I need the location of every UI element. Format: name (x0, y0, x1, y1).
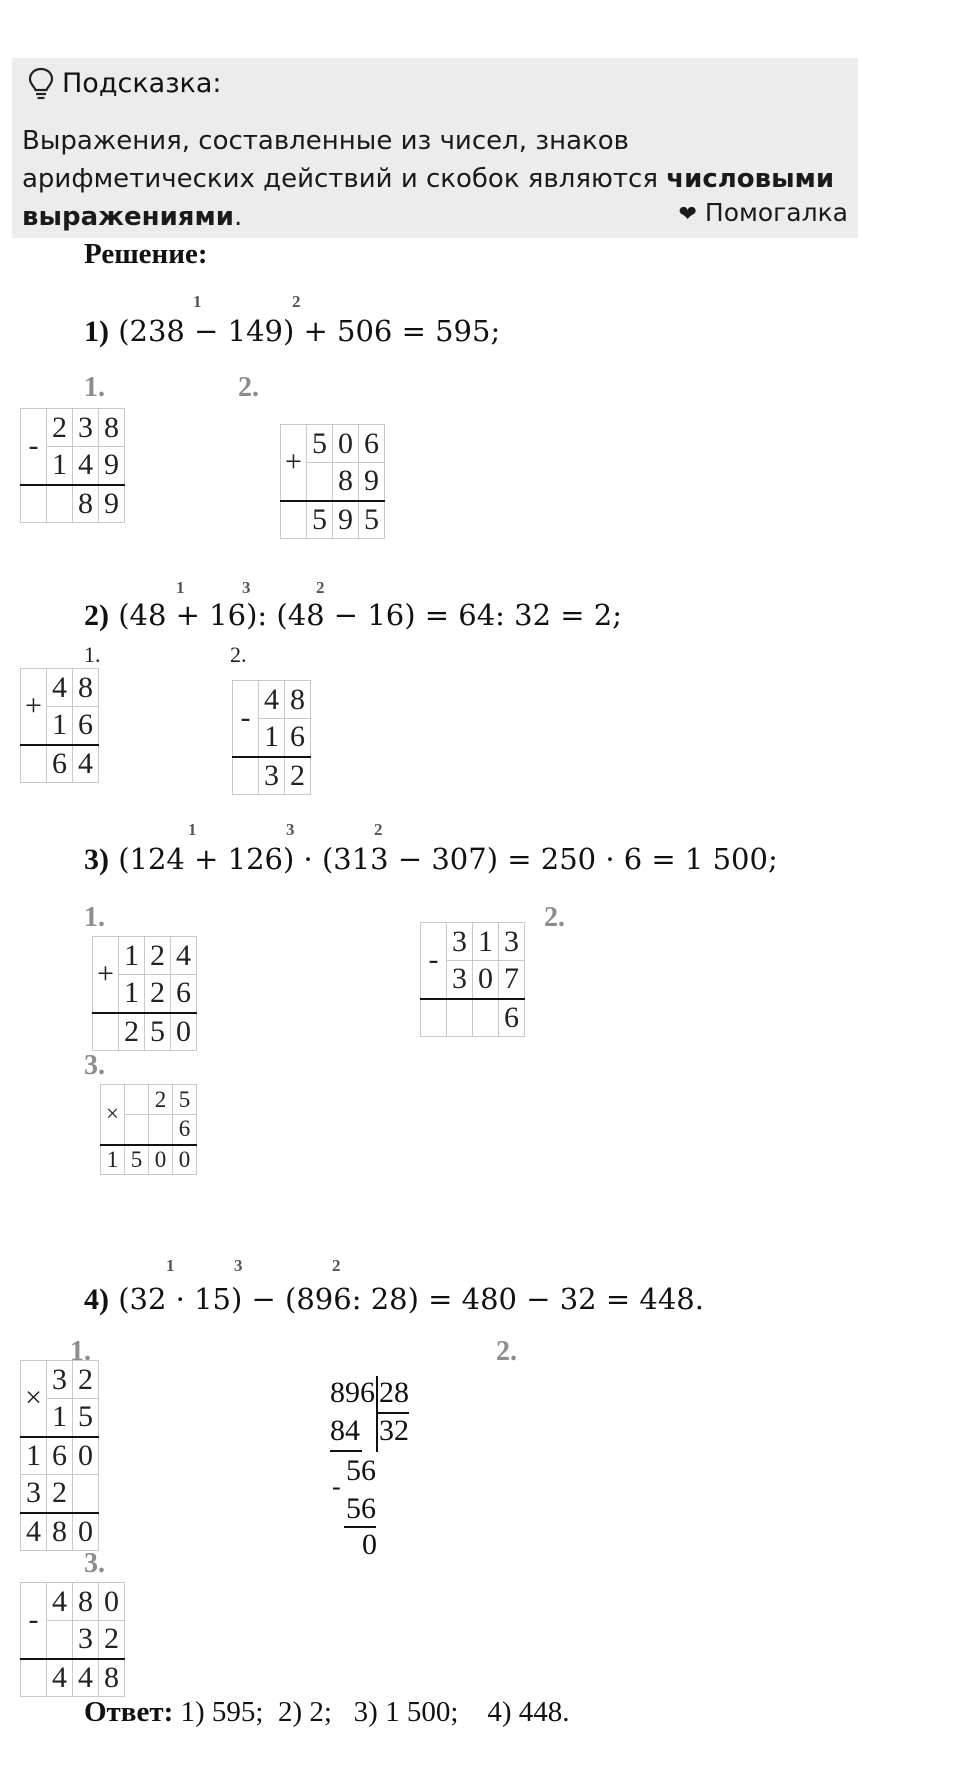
digit-cell: 3 (21, 1475, 47, 1513)
digit-cell (421, 999, 447, 1037)
order-mark: 2 (374, 820, 383, 839)
digit-cell: 4 (47, 1659, 73, 1697)
digit-cell: 3 (447, 961, 473, 999)
digit-cell: 0 (173, 1145, 197, 1175)
minus-sign: - (332, 1472, 341, 1501)
hint-footer[interactable] (678, 198, 848, 227)
operation-sign: + (93, 937, 119, 1013)
operation-sign: + (281, 425, 307, 501)
step-label: 1. (84, 642, 101, 667)
solution-title: Решение: (84, 238, 208, 270)
task-number: 1) (84, 315, 109, 348)
operation-sign: × (21, 1361, 47, 1437)
digit-cell: 7 (499, 961, 525, 999)
remainder: 0 (362, 1528, 377, 1561)
addition-grid (20, 668, 99, 783)
task-number: 2) (84, 599, 109, 632)
digit-cell: 5 (125, 1145, 149, 1175)
digit-cell: 9 (333, 501, 359, 539)
digit-cell: 1 (101, 1145, 125, 1175)
hint-text-part: Выражения, составленные из чисел, знаков арифметических действий и скобок являются (22, 126, 667, 194)
subtrahend: 84 (330, 1414, 360, 1447)
digit-cell: 8 (73, 669, 99, 707)
digit-cell: 8 (73, 1583, 99, 1621)
subtraction-grid (20, 408, 125, 523)
step-label: 1. (84, 372, 105, 403)
digit-cell: 3 (447, 923, 473, 961)
quotient: 32 (379, 1414, 409, 1447)
answer-text: 1) 595; 2) 2; 3) 1 500; 4) 448. (173, 1696, 570, 1728)
digit-cell: 2 (149, 1085, 173, 1115)
digit-cell (73, 1475, 99, 1513)
long-division (330, 1376, 450, 1561)
remainder: 56 (346, 1454, 376, 1487)
division-vertical-line (376, 1376, 378, 1452)
step-label: 2. (544, 902, 565, 933)
digit-cell: 4 (73, 1659, 99, 1697)
addition-grid (92, 936, 197, 1051)
digit-cell: 5 (73, 1399, 99, 1437)
hint-text-end: . (233, 202, 243, 232)
addition-grid (280, 424, 385, 539)
digit-cell: 2 (47, 1475, 73, 1513)
order-mark: 3 (242, 578, 251, 597)
digit-cell: 1 (47, 1399, 73, 1437)
order-mark: 1 (166, 1256, 175, 1275)
digit-cell: 1 (119, 975, 145, 1013)
order-mark: 3 (234, 1256, 243, 1275)
expression-text: (124 + 126) · (313 − 307) = 250 · 6 = 1 500; (118, 842, 778, 876)
digit-cell: 8 (99, 409, 125, 447)
digit-cell: 0 (73, 1437, 99, 1475)
digit-cell: 8 (285, 681, 311, 719)
order-mark: 2 (292, 292, 301, 311)
operation-sign: + (21, 669, 47, 745)
digit-cell: 4 (73, 447, 99, 485)
digit-cell (47, 1621, 73, 1659)
step-label: 3. (84, 1050, 105, 1081)
digit-cell: 0 (333, 425, 359, 463)
digit-cell: 1 (119, 937, 145, 975)
digit-cell: 3 (47, 1361, 73, 1399)
digit-cell (233, 757, 259, 795)
lightbulb-icon (26, 66, 56, 102)
hint-footer-label: Помогалка (704, 198, 848, 227)
digit-cell: 0 (149, 1145, 173, 1175)
digit-cell: 8 (47, 1513, 73, 1551)
operation-sign: - (21, 409, 47, 485)
task-4-expression (84, 1282, 704, 1317)
digit-cell: 4 (73, 745, 99, 783)
digit-cell: 4 (259, 681, 285, 719)
digit-cell (47, 485, 73, 523)
digit-cell: 4 (21, 1513, 47, 1551)
subtraction-grid (420, 922, 525, 1037)
step-label: 2. (230, 642, 247, 667)
digit-cell (125, 1085, 149, 1115)
digit-cell: 5 (145, 1013, 171, 1051)
digit-cell: 6 (171, 975, 197, 1013)
digit-cell (473, 999, 499, 1037)
subtraction-grid (232, 680, 311, 795)
dividend: 896 (330, 1376, 375, 1409)
digit-cell (93, 1013, 119, 1051)
digit-cell: 5 (359, 501, 385, 539)
task-3-expression (84, 842, 778, 877)
digit-cell: 9 (99, 485, 125, 523)
subtrahend: 56 (346, 1492, 376, 1525)
expression-text: (238 − 149) + 506 = 595; (118, 314, 501, 348)
order-mark: 1 (193, 292, 202, 311)
digit-cell (447, 999, 473, 1037)
digit-cell: 1 (21, 1437, 47, 1475)
multiplication-grid (20, 1360, 99, 1551)
digit-cell: 3 (499, 923, 525, 961)
digit-cell: 6 (285, 719, 311, 757)
answer (84, 1696, 570, 1729)
digit-cell: 0 (473, 961, 499, 999)
task-2-expression (84, 598, 622, 633)
hint-box (12, 58, 858, 238)
digit-cell: 0 (99, 1583, 125, 1621)
multiplication-grid (100, 1084, 197, 1175)
hint-title: Подсказка: (62, 68, 222, 99)
digit-cell: 1 (473, 923, 499, 961)
digit-cell: 8 (73, 485, 99, 523)
operation-sign: - (421, 923, 447, 999)
order-mark: 2 (316, 578, 325, 597)
digit-cell: 8 (99, 1659, 125, 1697)
digit-cell: 8 (333, 463, 359, 501)
order-mark: 2 (332, 1256, 341, 1275)
operation-sign: - (233, 681, 259, 757)
operation-sign: × (101, 1085, 125, 1145)
hint-text-bold: числовыми выражениями (22, 164, 835, 232)
digit-cell: 6 (499, 999, 525, 1037)
digit-cell: 6 (47, 1437, 73, 1475)
expression-text: (48 + 16): (48 − 16) = 64: 32 = 2; (118, 598, 623, 632)
digit-cell (125, 1115, 149, 1145)
step-label: 3. (84, 1548, 105, 1579)
answer-label: Ответ: (84, 1696, 174, 1728)
divisor: 28 (379, 1376, 409, 1409)
digit-cell: 2 (285, 757, 311, 795)
digit-cell: 2 (99, 1621, 125, 1659)
step-label: 1. (84, 902, 105, 933)
digit-cell: 6 (173, 1115, 197, 1145)
digit-cell: 1 (47, 707, 73, 745)
digit-cell: 9 (359, 463, 385, 501)
digit-cell: 1 (259, 719, 285, 757)
order-mark: 1 (188, 820, 197, 839)
digit-cell: 3 (73, 1621, 99, 1659)
order-mark: 3 (286, 820, 295, 839)
digit-cell: 6 (73, 707, 99, 745)
digit-cell (21, 745, 47, 783)
digit-cell: 2 (73, 1361, 99, 1399)
digit-cell: 6 (47, 745, 73, 783)
digit-cell: 5 (307, 501, 333, 539)
digit-cell: 5 (307, 425, 333, 463)
step-label: 2. (496, 1336, 517, 1367)
digit-cell (21, 1659, 47, 1697)
task-number: 3) (84, 843, 109, 876)
digit-cell (21, 485, 47, 523)
digit-cell: 2 (145, 937, 171, 975)
digit-cell (307, 463, 333, 501)
digit-cell: 0 (73, 1513, 99, 1551)
step-label: 2. (238, 372, 259, 403)
digit-cell: 4 (47, 669, 73, 707)
digit-cell: 6 (359, 425, 385, 463)
task-1-expression (84, 314, 500, 349)
step-label: 1. (70, 1336, 91, 1367)
digit-cell: 3 (73, 409, 99, 447)
digit-cell: 1 (47, 447, 73, 485)
digit-cell: 9 (99, 447, 125, 485)
digit-cell: 2 (119, 1013, 145, 1051)
subtraction-line (330, 1450, 362, 1452)
digit-cell: 4 (171, 937, 197, 975)
task-number: 4) (84, 1283, 109, 1316)
subtraction-grid (20, 1582, 125, 1697)
digit-cell: 2 (47, 409, 73, 447)
digit-cell: 5 (173, 1085, 197, 1115)
digit-cell: 3 (259, 757, 285, 795)
digit-cell: 2 (145, 975, 171, 1013)
digit-cell (281, 501, 307, 539)
digit-cell (149, 1115, 173, 1145)
order-mark: 1 (176, 578, 185, 597)
heart-icon: ❤ (678, 202, 697, 227)
digit-cell: 0 (171, 1013, 197, 1051)
digit-cell: 4 (47, 1583, 73, 1621)
expression-text: (32 · 15) − (896: 28) = 480 − 32 = 448. (118, 1282, 704, 1316)
operation-sign: - (21, 1583, 47, 1659)
